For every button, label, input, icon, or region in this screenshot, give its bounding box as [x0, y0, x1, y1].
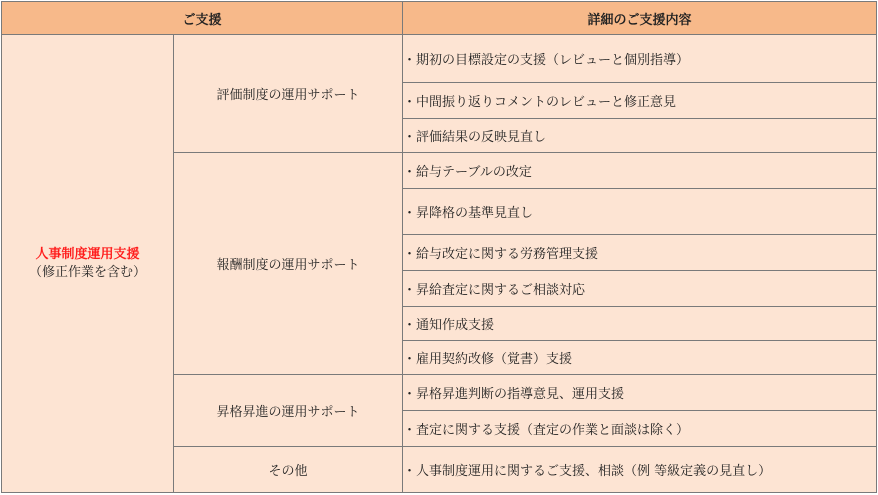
group-name-evaluation: 評価制度の運用サポート: [174, 35, 403, 153]
detail-item: ・給与テーブルの改定: [403, 153, 877, 189]
header-row: [2, 2, 877, 35]
support-table: [1, 1, 877, 493]
detail-item: ・人事制度運用に関するご支援、相談（例 等級定義の見直し）: [403, 447, 877, 493]
detail-item: ・期初の目標設定の支援（レビューと個別指導）: [403, 35, 877, 83]
detail-item: ・評価結果の反映見直し: [403, 119, 877, 153]
detail-item: ・給与改定に関する労務管理支援: [403, 235, 877, 271]
detail-item: ・査定に関する支援（査定の作業と面談は除く）: [403, 411, 877, 447]
main-category-title: 人事制度運用支援: [35, 246, 140, 262]
main-category-subtitle: （修正作業を含む）: [28, 264, 146, 280]
detail-item: ・昇格昇進判断の指導意見、運用支援: [403, 375, 877, 411]
detail-item: ・昇給査定に関するご相談対応: [403, 271, 877, 307]
detail-item: ・通知作成支援: [403, 307, 877, 341]
main-category-cell: [2, 35, 174, 493]
detail-item: ・中間振り返りコメントのレビューと修正意見: [403, 83, 877, 119]
detail-item: ・雇用契約改修（覚書）支援: [403, 341, 877, 375]
group-name-promotion: 昇格昇進の運用サポート: [174, 375, 403, 447]
group-name-compensation: 報酬制度の運用サポート: [174, 153, 403, 375]
header-support: ご支援: [2, 2, 403, 35]
header-details: 詳細のご支援内容: [403, 2, 877, 35]
group-name-other: その他: [174, 447, 403, 493]
table-row: [2, 35, 877, 83]
detail-item: ・昇降格の基準見直し: [403, 189, 877, 235]
